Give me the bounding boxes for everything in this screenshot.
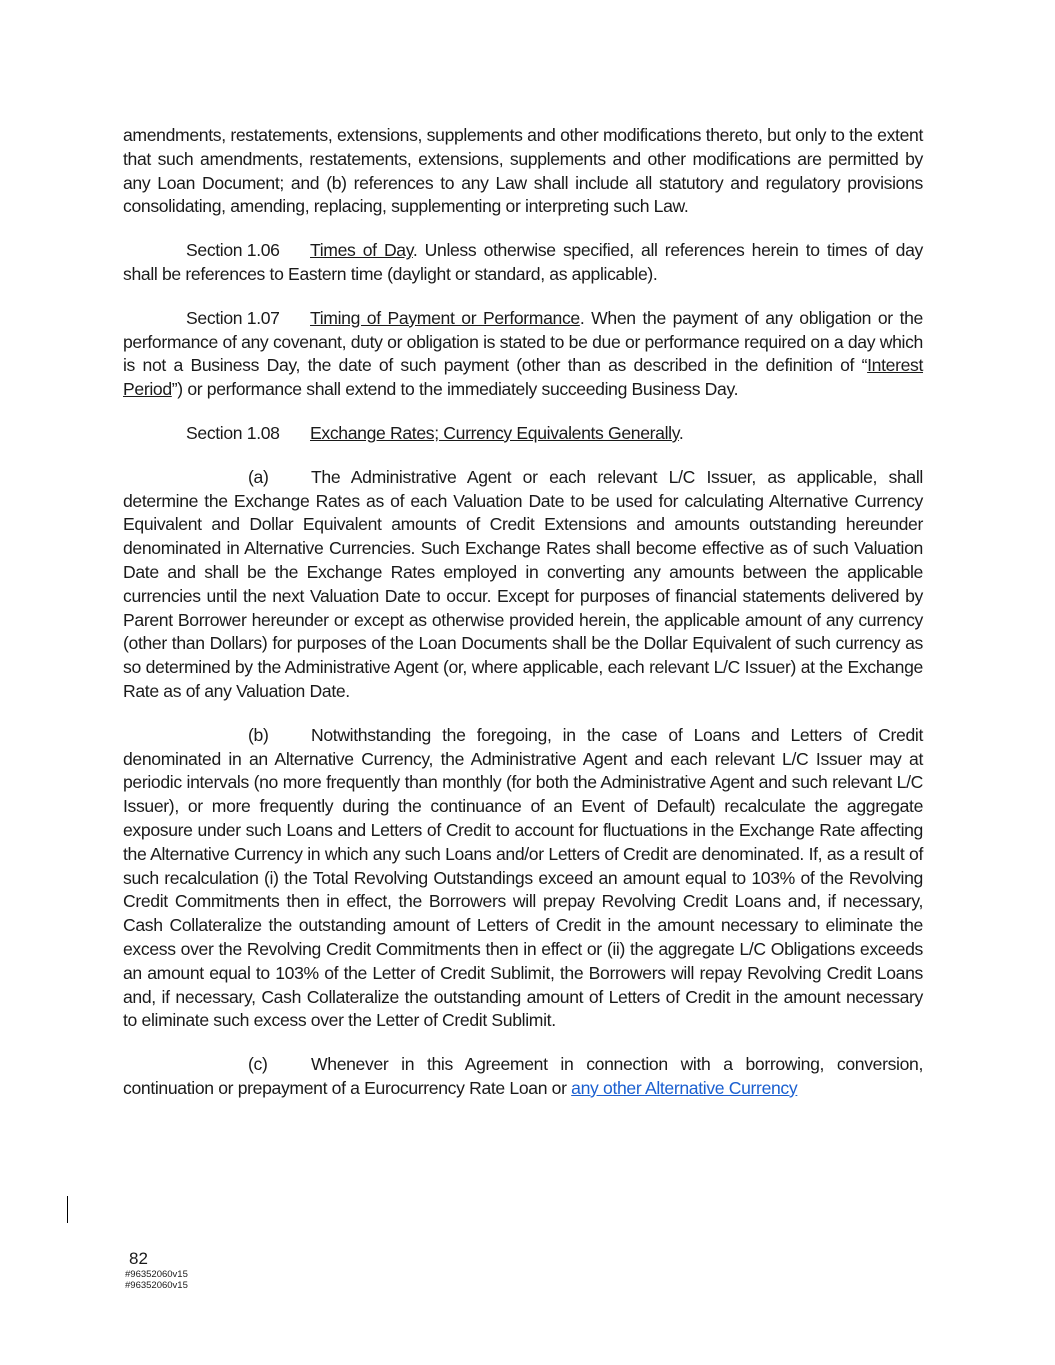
section-1-08-period: . [678, 422, 684, 443]
clause-a [123, 466, 923, 704]
clause-a-label: (a) [248, 466, 269, 487]
clause-a-text: The Administrative Agent or each relevant L/C Issuer, as applicable, shall determine the Exchange Rates as of each Valuation Date to be used for calculating Alternative Currency Equivalent and Dollar Equivalent amounts of Credit Extensions and amounts outstanding hereunder denominated in Alternative Currencies. Such Exchange Rates shall become effective as of such Valuation Date and shall be the Exchange Rates employed in converting any amounts between the applicable currencies until the next Valuation Date to occur. Except for purposes of financial statements delivered by Parent Borrower hereunder or except as otherwise provided herein, the applicable amount of any currency (other than Dollars) for purposes of the Loan Documents shall be the Dollar Equivalent of such currency as so determined by the Administrative Agent (or, where applicable, each relevant L/C Issuer) at the Exchange Rate as of any Valuation Date. [123, 466, 923, 701]
section-1-06 [123, 239, 923, 287]
section-1-07-label: Section 1.07 [186, 307, 280, 328]
intro-paragraph: amendments, restatements, extensions, supplements and other modifications thereto, but only to the extent that such amendments, restatements, extensions, supplements and other modifications are permitted by any Loan Document; and (b) references to any Law shall include all statutory and regulatory provisions consolidating, amending, replacing, supplementing or interpreting such Law. [123, 125, 923, 217]
page-number: 82 [129, 1249, 148, 1268]
section-1-06-text: . Unless otherwise specified, all references herein to times of day shall be references to Eastern time (daylight or standard, as applicable). [123, 240, 923, 284]
clause-c-label: (c) [248, 1054, 268, 1075]
section-1-07-text-1: . When the payment of any obligation or the performance of any covenant, duty or obligation is stated to be due or performance required on a day which is not a Business Day, the date of such payment (other than as described in the definition of “ [123, 307, 923, 376]
defined-term-interest-period: Interest Period [123, 355, 923, 400]
section-1-07 [123, 307, 923, 402]
section-1-08 [123, 422, 923, 446]
document-id: #96352060v15 [125, 1269, 188, 1280]
section-1-07-heading: Timing of Payment or Performance [310, 307, 580, 328]
clause-b-label: (b) [248, 724, 269, 745]
clause-b [123, 724, 923, 1033]
section-1-08-heading: Exchange Rates; Currency Equivalents Generally [310, 422, 679, 443]
section-1-06-label: Section 1.06 [186, 240, 280, 261]
document-id-duplicate: #96352060v15 [125, 1280, 188, 1291]
section-1-08-label: Section 1.08 [186, 422, 280, 443]
section-1-07-text-2: ”) or performance shall extend to the immediately succeeding Business Day. [171, 379, 739, 400]
revision-change-bar [67, 1196, 68, 1223]
alternative-currency-link[interactable]: any other Alternative Currency [571, 1077, 798, 1098]
clause-c [123, 1053, 923, 1101]
page-footer [125, 1249, 188, 1291]
clause-c-text: Whenever in this Agreement in connection with a borrowing, conversion, continuation or prepayment of a Eurocurrency Rate Loan or [123, 1054, 923, 1098]
clause-b-text: Notwithstanding the foregoing, in the case of Loans and Letters of Credit denominated in an Alternative Currency, the Administrative Agent and each relevant L/C Issuer may at periodic intervals (no more frequently than monthly (for both the Administrative Agent and such relevant L/C Issuer), or more frequently during the continuance of an Event of Default) recalculate the aggregate exposure under such Loans and Letters of Credit to account for fluctuations in the Exchange Rate affecting the Alternative Currency in which any such Loans and/or Letters of Credit are denominated. If, as a result of such recalculation (i) the Total Revolving Outstandings exceed an amount equal to 103% of the Revolving Credit Commitments then in effect, the Borrowers will prepay Revolving Credit Loans and, if necessary, Cash Collateralize the outstanding amount of Letters of Credit in the amount necessary to eliminate the excess over the Revolving Credit Commitments then in effect or (ii) the aggregate L/C Obligations exceeds an amount equal to 103% of the Letter of Credit Sublimit, the Borrowers will repay Revolving Credit Loans and, if necessary, Cash Collateralize the outstanding amount of Letters of Credit in the amount necessary to eliminate such excess over the Letter of Credit Sublimit. [123, 724, 923, 1031]
section-1-06-heading: Times of Day [310, 240, 413, 261]
document-page [123, 124, 923, 1121]
